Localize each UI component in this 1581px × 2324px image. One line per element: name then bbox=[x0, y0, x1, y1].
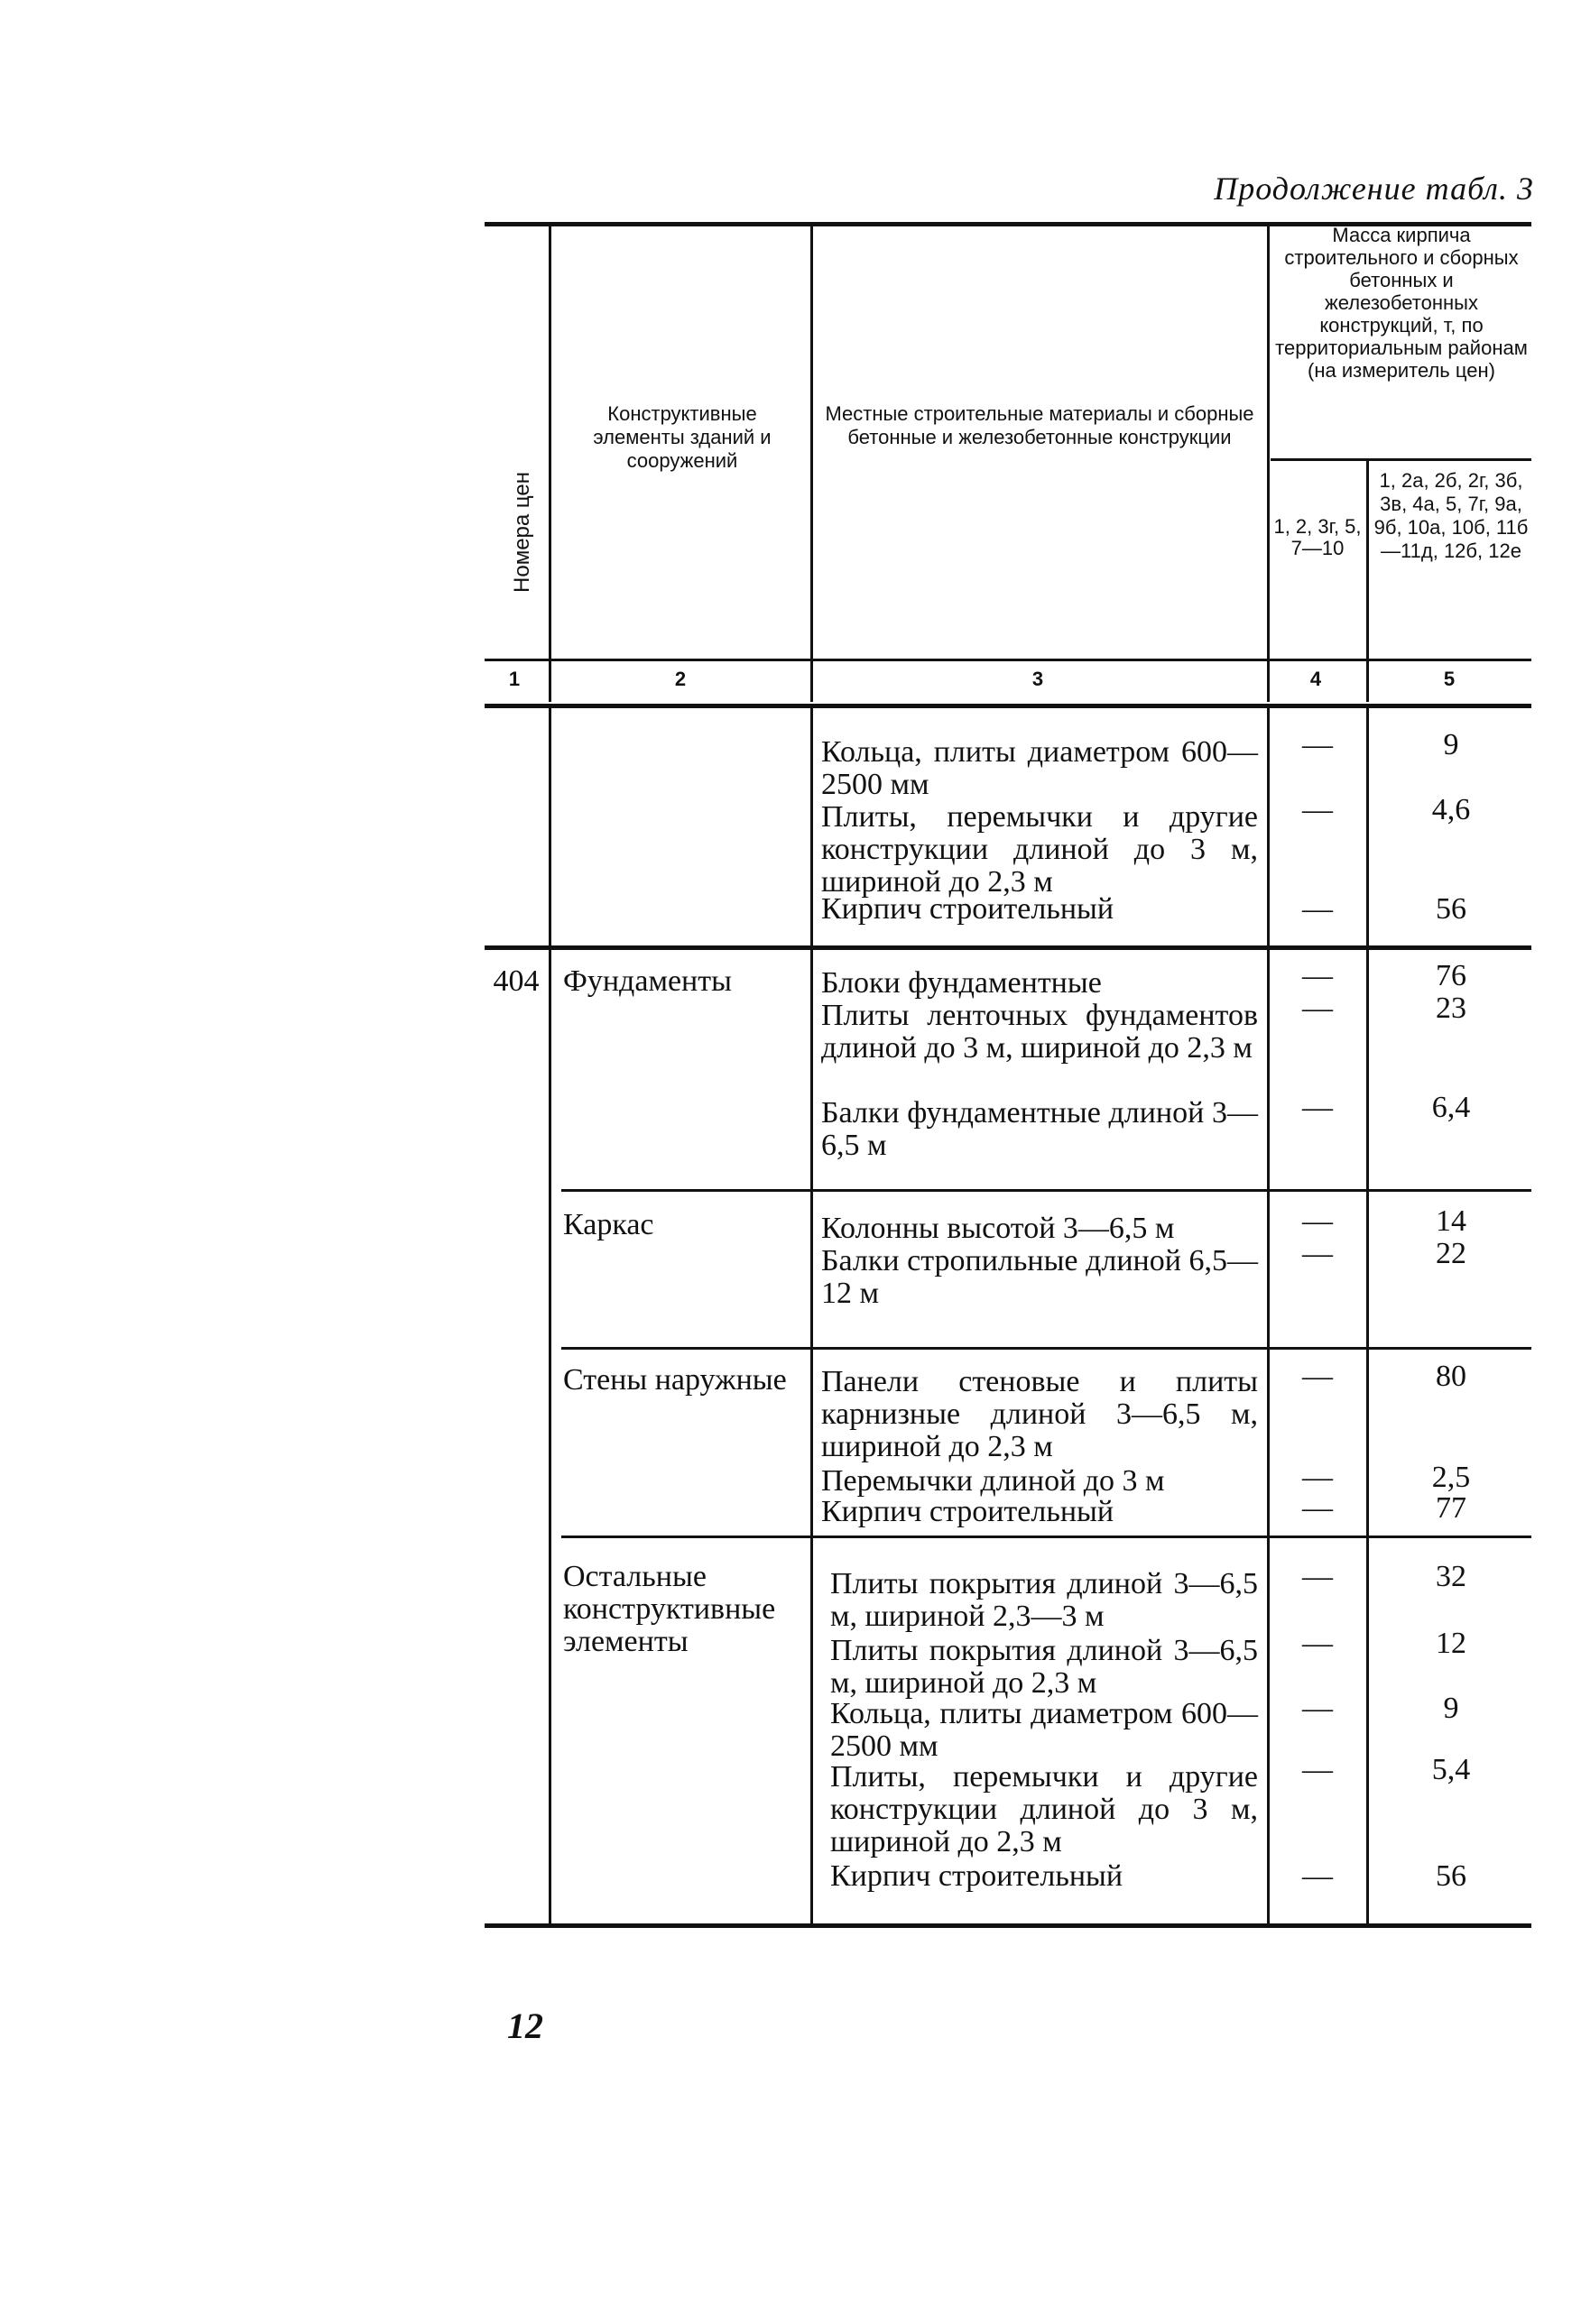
table-row-col4: — bbox=[1302, 1560, 1333, 1593]
table-row-col4: — bbox=[1302, 1091, 1333, 1124]
table-row-col4: — bbox=[1302, 959, 1333, 992]
header-col4-regions: 1, 2, 3г, 5, 7—10 bbox=[1273, 515, 1362, 559]
body-vline-1 bbox=[549, 708, 551, 1926]
table-row-material: Плиты, перемычки и другие конструкции длиной до 3 м, шириной до 2,3 м bbox=[821, 800, 1258, 899]
mass-subheader-rule bbox=[1271, 458, 1531, 461]
group-rule-404 bbox=[485, 945, 1531, 950]
colnum-3: 3 bbox=[1031, 668, 1044, 690]
table-row-material: Кольца, плиты диаметром 600—2500 мм bbox=[830, 1697, 1258, 1763]
colnum-1: 1 bbox=[508, 668, 521, 690]
table-caption: Продолжение табл. 3 bbox=[1214, 171, 1534, 207]
colnum-4: 4 bbox=[1309, 668, 1322, 690]
vline-4 bbox=[1366, 460, 1369, 702]
table-row-col5: 9 bbox=[1443, 1692, 1459, 1725]
structural-element: Каркас bbox=[563, 1208, 654, 1241]
vline-2 bbox=[810, 226, 813, 702]
table-row-col4: — bbox=[1302, 728, 1333, 761]
table-row-col4: — bbox=[1302, 1627, 1333, 1660]
table-row-col5: 12 bbox=[1436, 1627, 1466, 1660]
table-row-col5: 56 bbox=[1436, 1859, 1466, 1893]
table-row-col4: — bbox=[1302, 1859, 1333, 1893]
header-rule bbox=[485, 659, 1531, 661]
table-row-col5: 6,4 bbox=[1431, 1091, 1471, 1124]
colnum-2: 2 bbox=[674, 668, 687, 690]
group-rule-karkas bbox=[561, 1189, 1531, 1192]
table-row-material: Перемычки длиной до 3 м bbox=[821, 1464, 1165, 1498]
body-vline-4 bbox=[1366, 708, 1369, 1926]
table-row-material: Балки фундаментные длиной 3—6,5 м bbox=[821, 1096, 1258, 1162]
table-row-col5: 32 bbox=[1436, 1560, 1466, 1593]
table-row-material: Кирпич строительный bbox=[821, 892, 1114, 926]
vline-3 bbox=[1267, 226, 1270, 702]
table-row-col5: 2,5 bbox=[1431, 1461, 1471, 1494]
table-row-col4: — bbox=[1302, 793, 1333, 826]
structural-element: Стены наружные bbox=[563, 1363, 787, 1397]
table-row-col5: 80 bbox=[1436, 1360, 1466, 1393]
table-row-col5: 14 bbox=[1436, 1204, 1466, 1238]
table-row-col5: 23 bbox=[1436, 991, 1466, 1025]
table-row-material: Плиты покрытия длиной 3—6,5 м, шириной до 2,3 м bbox=[830, 1634, 1258, 1700]
colnum-5: 5 bbox=[1443, 668, 1456, 690]
table-row-col4: — bbox=[1302, 1692, 1333, 1725]
header-price-numbers: Номера цен bbox=[510, 472, 534, 593]
table-row-col5: 5,4 bbox=[1431, 1753, 1471, 1786]
table-row-col4: — bbox=[1302, 1237, 1333, 1270]
header-mass: Масса кирпича строительного и сборных бетонных и железобетонных конструкций, т, по территориальным районам (на измеритель цен) bbox=[1275, 224, 1528, 382]
table-row-material: Колонны высотой 3—6,5 м bbox=[821, 1212, 1175, 1245]
header-col5-regions: 1, 2а, 2б, 2г, 3б, 3в, 4а, 5, 7г, 9а, 9б, 10а, 10б, 11б—11д, 12б, 12е bbox=[1373, 469, 1529, 562]
header-materials: Местные строительные материалы и сборные бетонные и железобетонные конструкции bbox=[825, 402, 1254, 448]
structural-element: Фундаменты bbox=[563, 964, 732, 998]
table-row-material: Балки стропильные длиной 6,5—12 м bbox=[821, 1244, 1258, 1310]
table-row-col4: — bbox=[1302, 1753, 1333, 1786]
table-row-material: Блоки фундаментные bbox=[821, 966, 1102, 1000]
table-row-material: Плиты покрытия длиной 3—6,5 м, шириной 2,3—3 м bbox=[830, 1567, 1258, 1633]
table-row-col5: 4,6 bbox=[1431, 793, 1471, 826]
table-row-col5: 22 bbox=[1436, 1237, 1466, 1270]
colnum-rule bbox=[485, 704, 1531, 708]
table-row-col4: — bbox=[1302, 892, 1333, 926]
table-row-col5: 9 bbox=[1443, 728, 1459, 761]
table-row-col4: — bbox=[1302, 1204, 1333, 1238]
table-row-col4: — bbox=[1302, 991, 1333, 1025]
vline-1 bbox=[549, 226, 551, 702]
table-row-col4: — bbox=[1302, 1491, 1333, 1525]
body-vline-3 bbox=[1267, 708, 1270, 1926]
table-row-col4: — bbox=[1302, 1360, 1333, 1393]
table-row-material: Кольца, плиты диаметром 600—2500 мм bbox=[821, 735, 1258, 801]
table-row-material: Кирпич строительный bbox=[821, 1495, 1114, 1528]
table-row-col5: 56 bbox=[1436, 892, 1466, 926]
table-row-material: Панели стеновые и плиты карнизные длиной 3—6,5 м, шириной до 2,3 м bbox=[821, 1365, 1258, 1463]
table-row-col5: 76 bbox=[1436, 959, 1466, 992]
group-rule-walls bbox=[561, 1347, 1531, 1350]
price-code: 404 bbox=[493, 964, 540, 998]
page-number: 12 bbox=[507, 2006, 543, 2046]
header-structural-elements: Конструктивные элементы зданий и сооружений bbox=[593, 402, 772, 472]
structural-element: Остальные конструктивные элементы bbox=[563, 1560, 776, 1658]
table-bottom-rule bbox=[485, 1923, 1531, 1928]
table-row-col5: 77 bbox=[1436, 1491, 1466, 1525]
body-vline-2 bbox=[810, 708, 813, 1926]
table-row-material: Плиты, перемычки и другие конструкции длиной до 3 м, шириной до 2,3 м bbox=[830, 1760, 1258, 1858]
table-row-material: Плиты ленточных фундаментов длиной до 3 м, шириной до 2,3 м bbox=[821, 999, 1258, 1065]
table-row-col4: — bbox=[1302, 1461, 1333, 1494]
group-rule-other bbox=[561, 1536, 1531, 1538]
table-row-material: Кирпич строительный bbox=[830, 1859, 1123, 1893]
